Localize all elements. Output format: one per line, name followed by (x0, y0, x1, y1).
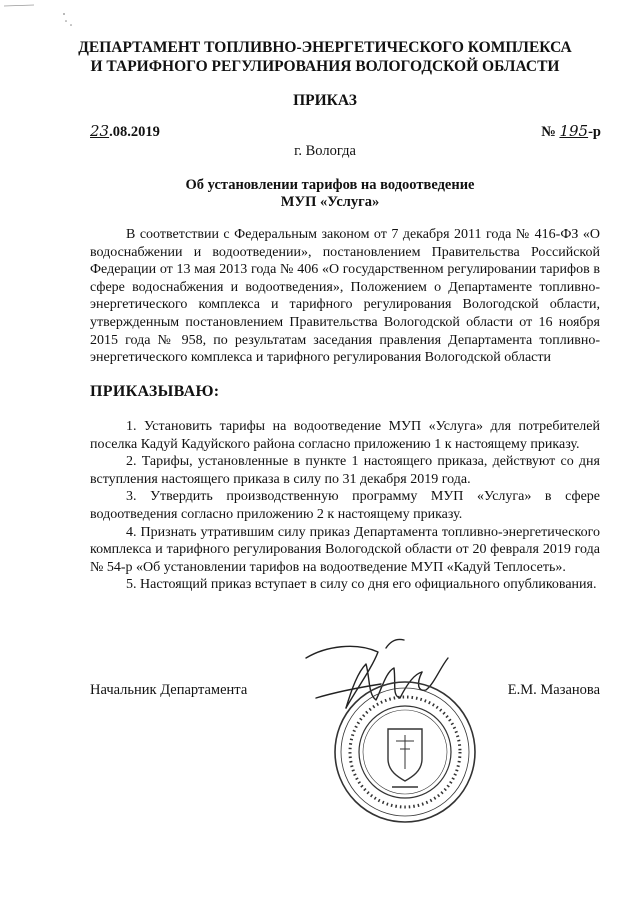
number-prefix: № (541, 124, 560, 140)
preamble-paragraph: В соответствии с Федеральным законом от 7 декабря 2011 года № 416-ФЗ «О водоснабжении и водоотведении», постановлением Правительства Российской Федерации от 13 мая 2013 года № 406 «О государственном регулировании тарифов в сфере водоснабжения и водоотведения», Положением о Департаменте топливно-энергетического комплекса и тарифного регулирования Вологодской области, утвержденным постановлением Правительства Вологодской области от 16 ноября 2015 года № 958, по результатам заседания правления Департамента топливно-энергетического комплекса и тарифного регулирования Вологодской области (90, 227, 600, 366)
department-line-1: ДЕПАРТАМЕНТ ТОПЛИВНО-ЭНЕРГЕТИЧЕСКОГО КОМПЛЕКСА (78, 39, 572, 56)
subject-line-2: МУП «Услуга» (280, 194, 380, 210)
number-suffix: -р (588, 124, 601, 140)
signatory-position: Начальник Департамента (90, 682, 248, 698)
order-item: 4. Признать утратившим силу приказ Департамента топливно-энергетического комплекса и тарифного регулирования Вологодской области от 20 февраля 2019 года № 54-р «Об установлении тарифов на водоотведение МУП «Кадуй Теплосеть». (90, 524, 600, 575)
decree-word: ПРИКАЗЫВАЮ: (90, 383, 220, 400)
order-item: 5. Настоящий приказ вступает в силу со дня его официального опубликования. (126, 577, 597, 593)
city: г. Вологда (294, 143, 356, 159)
order-date (90, 122, 160, 141)
date-day-handwritten: 23 (90, 122, 110, 140)
order-number (541, 122, 601, 141)
signatory-name: Е.М. Мазанова (507, 682, 600, 698)
order-item: 2. Тарифы, установленные в пункте 1 настоящего приказа, действуют со дня вступления настоящего приказа в силу по 31 декабря 2019 года. (90, 454, 600, 487)
date-month-year: .08.2019 (109, 124, 160, 140)
scan-specks (0, 0, 120, 40)
number-handwritten: 195 (559, 122, 589, 140)
order-subject (150, 177, 510, 211)
department-line-2: И ТАРИФНОГО РЕГУЛИРОВАНИЯ ВОЛОГОДСКОЙ ОБЛАСТИ (90, 58, 560, 75)
order-items (90, 418, 600, 594)
order-item: 3. Утвердить производственную программу МУП «Услуга» в сфере водоотведения согласно приложению 2 к настоящему приказу. (90, 489, 600, 522)
order-item: 1. Установить тарифы на водоотведение МУП «Услуга» для потребителей поселка Кадуй Кадуйского района согласно приложению 1 к настоящему приказу. (90, 419, 600, 452)
official-seal-icon (330, 677, 480, 827)
subject-line-1: Об установлении тарифов на водоотведение (185, 177, 475, 193)
department-name (60, 38, 590, 76)
document-type: ПРИКАЗ (293, 92, 357, 109)
